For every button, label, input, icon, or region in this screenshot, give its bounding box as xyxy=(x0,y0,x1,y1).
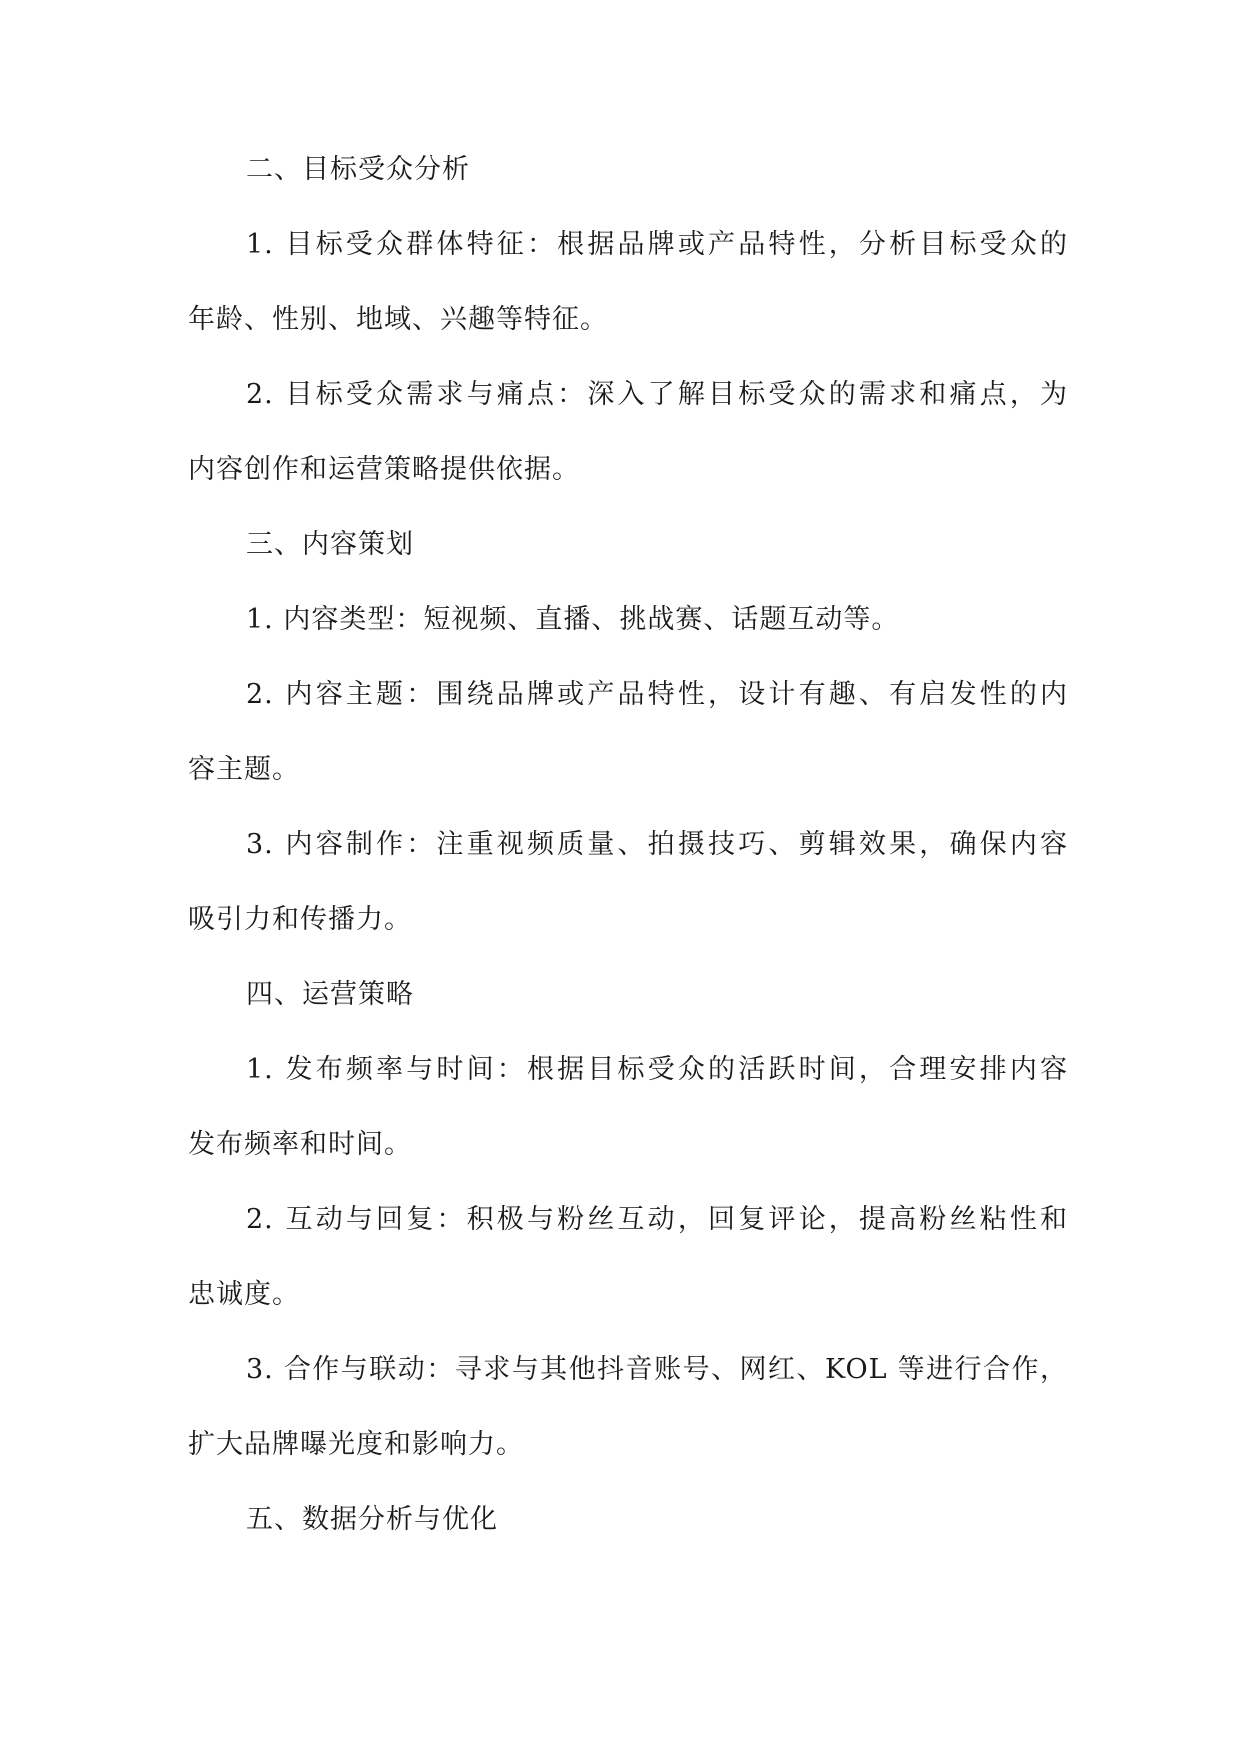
paragraph-audience-needs-line2: 内容创作和运营策略提供依据。 xyxy=(188,454,580,485)
paragraph-content-production-line1: 3. 内容制作：注重视频质量、拍摄技巧、剪辑效果，确保内容 xyxy=(246,829,1068,860)
paragraph-ops-interaction-line2: 忠诚度。 xyxy=(188,1279,300,1310)
paragraph-content-type: 1. 内容类型：短视频、直播、挑战赛、话题互动等。 xyxy=(246,604,900,635)
paragraph-content-production-line2: 吸引力和传播力。 xyxy=(188,904,412,935)
paragraph-content-theme-line2: 容主题。 xyxy=(188,754,300,785)
paragraph-ops-cooperation-line2: 扩大品牌曝光度和影响力。 xyxy=(188,1429,524,1460)
section-heading-audience: 二、目标受众分析 xyxy=(246,154,470,185)
paragraph-ops-frequency-line2: 发布频率和时间。 xyxy=(188,1129,412,1160)
paragraph-content-theme-line1: 2. 内容主题：围绕品牌或产品特性，设计有趣、有启发性的内 xyxy=(246,679,1068,710)
paragraph-ops-frequency-line1: 1. 发布频率与时间：根据目标受众的活跃时间，合理安排内容 xyxy=(246,1054,1068,1085)
section-heading-data-analysis: 五、数据分析与优化 xyxy=(246,1504,498,1535)
paragraph-audience-needs-line1: 2. 目标受众需求与痛点：深入了解目标受众的需求和痛点，为 xyxy=(246,379,1068,410)
section-heading-content: 三、内容策划 xyxy=(246,529,414,560)
paragraph-audience-features-line2: 年龄、性别、地域、兴趣等特征。 xyxy=(188,304,608,335)
paragraph-audience-features-line1: 1. 目标受众群体特征：根据品牌或产品特性，分析目标受众的 xyxy=(246,229,1068,260)
paragraph-ops-interaction-line1: 2. 互动与回复：积极与粉丝互动，回复评论，提高粉丝粘性和 xyxy=(246,1204,1068,1235)
section-heading-operations: 四、运营策略 xyxy=(246,979,414,1010)
paragraph-ops-cooperation-line1: 3. 合作与联动：寻求与其他抖音账号、网红、KOL 等进行合作， xyxy=(246,1354,1068,1385)
